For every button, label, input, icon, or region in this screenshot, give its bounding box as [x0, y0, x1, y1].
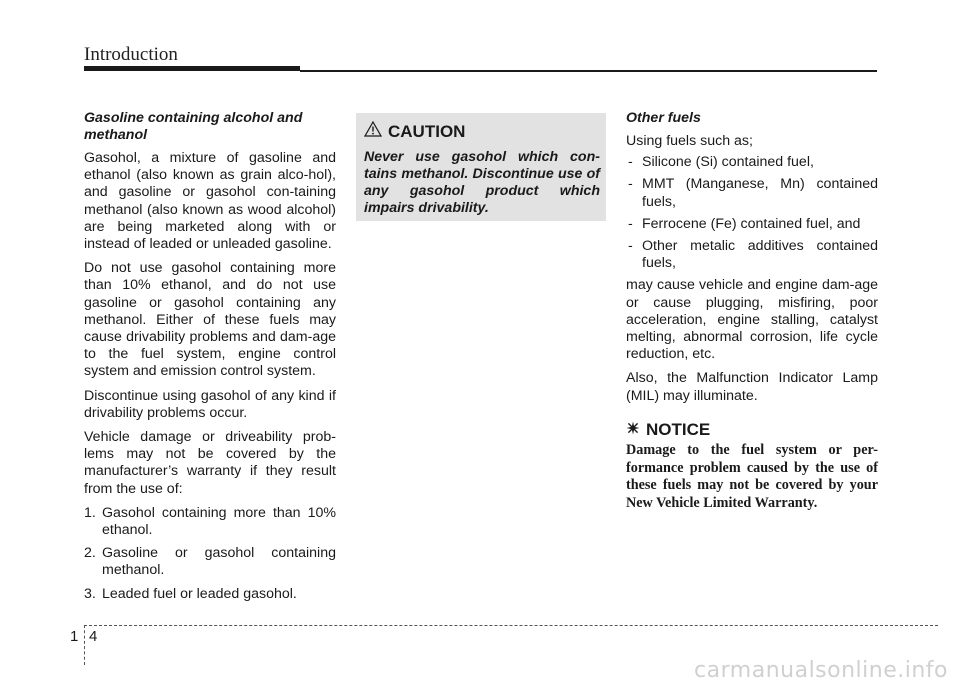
- header-rule-thin: [300, 70, 877, 72]
- paragraph: Also, the Malfunction Indicator Lamp (MIL) may illuminate.: [626, 370, 878, 404]
- left-column: [84, 110, 336, 609]
- list-text: Leaded fuel or leaded gasohol.: [102, 585, 297, 602]
- list-item: - MMT (Manganese, Mn) contained fuels,: [628, 176, 878, 210]
- list-number: 2.: [84, 545, 96, 562]
- list-text: Other metalic additives contained fuels,: [642, 238, 878, 272]
- section-heading-other-fuels: Other fuels: [626, 110, 701, 126]
- header-rule-thick: [84, 66, 300, 71]
- caution-box: [356, 113, 606, 221]
- paragraph: Gasohol, a mixture of gasoline and ethanol (also known as grain alco-hol), and gasoline or gasohol con-taining methanol (also known as wood alcohol) are being marketed along with or instead of leaded or unleaded gasoline.: [84, 150, 336, 253]
- paragraph: may cause vehicle and engine dam-age or cause plugging, misfiring, poor acceleration, engine stalling, catalyst melting, abnormal corrosion, life cycle reduction, etc.: [626, 277, 878, 363]
- list-text: Ferrocene (Fe) contained fuel, and: [642, 215, 861, 232]
- footer-page-number: 4: [89, 628, 98, 645]
- section-heading-gasoline-alcohol: Gasoline containing alcohol and methanol: [84, 110, 303, 143]
- footer-vertical-rule: [84, 625, 85, 665]
- page-header-title: Introduction: [84, 44, 178, 65]
- star-icon: [626, 421, 640, 438]
- list-number: 1.: [84, 504, 96, 521]
- caution-text: Never use gasohol which con-tains methanol. Discontinue use of any gasohol product which impairs drivability.: [364, 149, 600, 216]
- list-text: Silicone (Si) contained fuel,: [642, 154, 814, 171]
- list-text: Gasoline or gasohol containing methanol.: [102, 545, 336, 579]
- notice-text: Damage to the fuel system or per-formance problem caused by the use of these fuels may not be covered by your New Vehicle Limited Warranty.: [626, 442, 878, 511]
- footer-dashed-rule: [84, 625, 938, 626]
- watermark-text: carmanualsonline.info: [694, 658, 948, 683]
- paragraph: Discontinue using gasohol of any kind if drivability problems occur.: [84, 387, 336, 421]
- warning-triangle-icon: [364, 121, 382, 142]
- list-item: - Ferrocene (Fe) contained fuel, and: [628, 215, 861, 232]
- right-column: [626, 110, 878, 512]
- list-number: 3.: [84, 585, 96, 602]
- caution-header: [364, 121, 600, 142]
- paragraph: Using fuels such as;: [626, 133, 753, 149]
- paragraph: Do not use gasohol containing more than 10% ethanol, and do not use gasoline or gasohol containing any methanol. Either of these fuels may cause drivability problems and dam-age to the fuel system, engine control system and emission control system.: [84, 260, 336, 380]
- list-item: [84, 505, 336, 539]
- list-text: Gasohol containing more than 10% ethanol.: [102, 504, 336, 539]
- notice-header: [626, 421, 878, 438]
- other-fuels-list: [626, 154, 878, 272]
- list-item: - Silicone (Si) contained fuel,: [628, 154, 814, 171]
- list-item: - Other metalic additives contained fuels,: [628, 238, 878, 272]
- list-item: [84, 545, 336, 579]
- fuel-list: [84, 505, 336, 603]
- footer-chapter-number: 1: [70, 628, 79, 645]
- list-item: [84, 586, 336, 603]
- caution-title: CAUTION: [388, 121, 466, 141]
- list-text: MMT (Manganese, Mn) contained fuels,: [642, 176, 878, 210]
- paragraph: Vehicle damage or driveability prob-lems may not be covered by the manufacturer’s warranty if they result from the use of:: [84, 429, 336, 497]
- notice-title: NOTICE: [646, 419, 711, 439]
